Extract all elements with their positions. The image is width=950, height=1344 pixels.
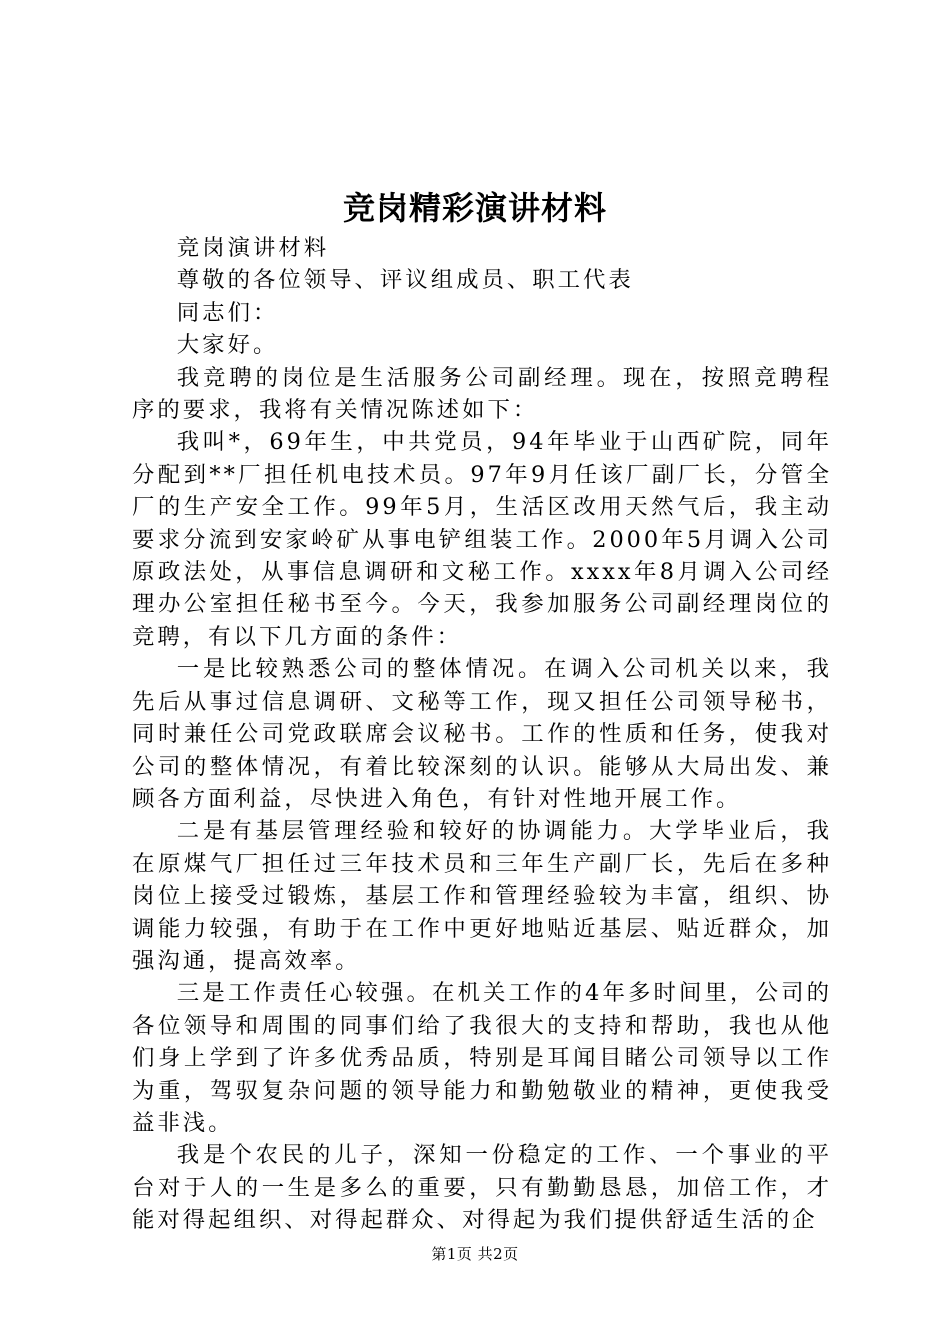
paragraph-subtitle: 竞岗演讲材料 xyxy=(176,235,330,261)
paragraph-position: 我竞聘的岗位是生活服务公司副经理。现在，按照竞聘程序的要求，我将有关情况陈述如下： xyxy=(132,364,832,424)
page-footer: 第1页 共2页 xyxy=(431,1245,519,1263)
paragraph-background: 我叫*，69年生，中共党员，94年毕业于山西矿院，同年分配到**厂担任机电技术员。97年9月任该厂副厂长，分管全厂的生产安全工作。99年5月，生活区改用天然气后，我主动要求分流到安家岭矿从事电铲组装工作。2000年5月调入公司原政法处，从事信息调研和文秘工作。xxxx年8月调入公司经理办公室担任秘书至今。今天，我参加服务公司副经理岗位的竞聘，有以下几方面的条件： xyxy=(132,429,832,650)
paragraph-comrades: 同志们： xyxy=(176,299,279,326)
paragraph-point-three: 三是工作责任心较强。在机关工作的4年多时间里，公司的各位领导和周围的同事们给了我很大的支持和帮助，我也从他们身上学到了许多优秀品质，特别是耳闻目睹公司领导以工作为重，驾驭复杂问题的领导能力和勤勉敬业的精神，更使我受益非浅。 xyxy=(132,980,832,1136)
document-title: 竞岗精彩演讲材料 xyxy=(342,189,607,227)
paragraph-greeting: 大家好。 xyxy=(176,332,279,359)
document-body xyxy=(132,232,832,1237)
paragraph-closing: 我是个农民的儿子，深知一份稳定的工作、一个事业的平台对于人的一生是多么的重要，只有勤勤恳恳，加倍工作，才能对得起组织、对得起群众、对得起为我们提供舒适生活的企 xyxy=(132,1142,832,1234)
paragraph-salutation: 尊敬的各位领导、评议组成员、职工代表 xyxy=(176,267,634,294)
paragraph-point-two: 二是有基层管理经验和较好的协调能力。大学毕业后，我在原煤气厂担任过三年技术员和三年生产副厂长，先后在多种岗位上接受过锻炼，基层工作和管理经验较为丰富，组织、协调能力较强，有助于在工作中更好地贴近基层、贴近群众，加强沟通，提高效率。 xyxy=(132,818,832,974)
paragraph-point-one: 一是比较熟悉公司的整体情况。在调入公司机关以来，我先后从事过信息调研、文秘等工作，现又担任公司领导秘书，同时兼任公司党政联席会议秘书。工作的性质和任务，使我对公司的整体情况，有着比较深刻的认识。能够从大局出发、兼顾各方面利益，尽快进入角色，有针对性地开展工作。 xyxy=(132,656,832,812)
